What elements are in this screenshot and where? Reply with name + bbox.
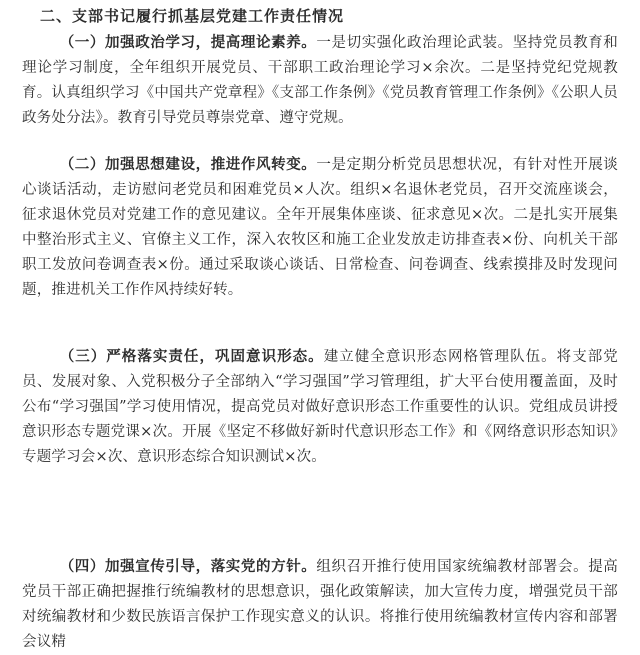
paragraph-body: 一是切实强化政治理论武装。坚持党员教育和理论学习制度，全年组织开展党员、干部职工政治理论学习×余次。二是坚持党纪党规教育。认真组织学习《中国共产党章程》《支部工作条例》《党员教育管理工作条例》《公职人员政务处分法》。教育引导党员尊崇党章、遵守党规。: [22, 35, 618, 126]
paragraph-political-study: [22, 30, 618, 131]
paragraph-ideological-building: [22, 152, 618, 303]
paragraph-body: 组织召开推行使用国家统编教材部署会。提高党员干部正确把握推行统编教材的思想意识，强化政策解读，加大宣传力度，增强党员干部对统编教材和少数民族语言保护工作现实意义的认识。将推行使用统编教材宣传内容和部署会议精: [22, 559, 618, 650]
paragraph-lead: （四）加强宣传引导，落实党的方针。: [59, 558, 317, 575]
section-heading: 二、支部书记履行抓基层党建工作责任情况: [40, 7, 345, 25]
paragraph-lead: （二）加强思想建设，推进作风转变。: [59, 156, 317, 173]
paragraph-lead: （一）加强政治学习，提高理论素养。: [59, 34, 317, 51]
paragraph-ideology-responsibility: [22, 344, 618, 470]
paragraph-body: 建立健全意识形态网格管理队伍。将支部党员、发展对象、入党积极分子全部纳入“学习强国”学习管理组，扩大平台使用覆盖面，及时公布“学习强国”学习使用情况，提高党员对做好意识形态工作重要性的认识。党组成员讲授意识形态专题党课×次。开展《坚定不移做好新时代意识形态工作》和《网络意识形态知识》专题学习会×次、意识形态综合知识测试×次。: [22, 349, 618, 465]
paragraph-lead: （三）严格落实责任，巩固意识形态。: [59, 348, 324, 365]
paragraph-body: 一是定期分析党员思想状况，有针对性开展谈心谈话活动，走访慰问老党员和困难党员×人次。组织×名退休老党员，召开交流座谈会，征求退休党员对党建工作的意见建议。全年开展集体座谈、征求意见×次。二是扎实开展集中整治形式主义、官僚主义工作，深入农牧区和施工企业发放走访排查表×份、向机关干部职工发放问卷调查表×份。通过采取谈心谈话、日常检查、问卷调查、线索摸排及时发现问题，推进机关工作作风持续好转。: [22, 157, 618, 298]
